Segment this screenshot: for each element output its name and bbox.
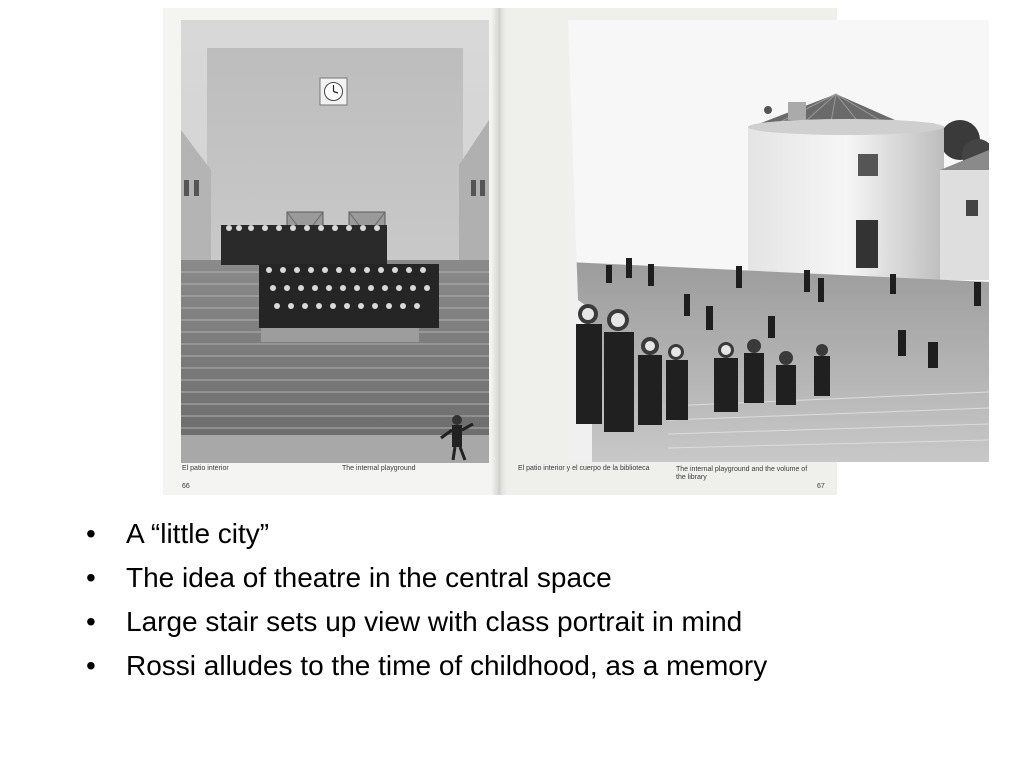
caption-left-en: The internal playground (342, 465, 416, 472)
bullet-text: Rossi alludes to the time of childhood, as a memory (126, 650, 768, 681)
bullet-marker: • (86, 606, 96, 637)
caption-right-en-line1: The internal playground and the volume of (676, 466, 808, 473)
bullet-list (86, 512, 986, 688)
bullet-item (86, 512, 986, 556)
bullet-item (86, 644, 986, 688)
caption-right-es: El patio interior y el cuerpo de la biblioteca (518, 465, 650, 472)
page-number-left: 66 (182, 483, 190, 490)
bullet-text: Large stair sets up view with class portrait in mind (126, 606, 743, 637)
bullet-marker: • (86, 518, 96, 549)
bullet-text: A “little city” (126, 518, 270, 549)
book-spread-scan (163, 8, 837, 495)
caption-left-es: El patio interior (182, 465, 229, 472)
bullet-item (86, 600, 986, 644)
bullet-item (86, 556, 986, 600)
bullet-text: The idea of theatre in the central space (126, 562, 612, 593)
bullet-marker: • (86, 650, 96, 681)
caption-right-en-line2: the library (676, 474, 707, 481)
page-number-right: 67 (817, 483, 825, 490)
bullet-marker: • (86, 562, 96, 593)
photo-courtyard-stairs (181, 20, 489, 463)
book-gutter (491, 8, 507, 495)
photo-library-volume (568, 20, 989, 462)
